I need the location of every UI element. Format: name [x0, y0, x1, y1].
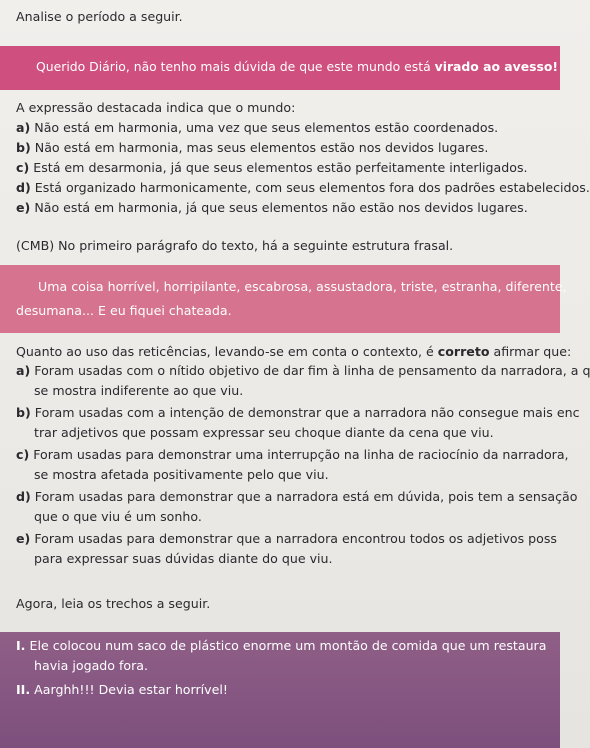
q2-option-c-line1: [16, 447, 569, 463]
option-letter: c): [16, 447, 30, 462]
option-letter: a): [16, 120, 31, 135]
q2-question-prefix: Quanto ao uso das reticências, levando-se em conta o contexto, é: [16, 344, 438, 359]
q1-option-d: [16, 180, 590, 196]
excerpt-text: Aarghh!!! Devia estar horrível!: [34, 682, 228, 697]
q2-option-d-line1: [16, 489, 578, 505]
q1-stem: A expressão destacada indica que o mundo:: [16, 100, 296, 115]
highlight-bold: virado ao avesso!: [434, 59, 559, 74]
option-letter: c): [16, 160, 30, 175]
option-text: Não está em harmonia, mas seus elementos estão nos devidos lugares.: [34, 140, 489, 155]
quote-line-2: desumana... E eu fiquei chateada.: [16, 303, 232, 318]
q1-option-e: [16, 200, 560, 216]
option-letter: b): [16, 140, 31, 155]
q2-option-c-line2: se mostra afetada positivamente pelo que viu.: [34, 467, 329, 482]
option-text: Não está em harmonia, uma vez que seus elementos estão coordenados.: [34, 120, 499, 135]
excerpts-band: [0, 632, 560, 748]
q1-option-a: [16, 120, 560, 136]
option-letter: b): [16, 405, 31, 420]
excerpt-1-line1: [16, 638, 560, 654]
option-text: Foram usadas com a intenção de demonstrar que a narradora não consegue mais enc: [34, 405, 580, 420]
excerpt-number: II.: [16, 682, 31, 697]
q1-option-c: [16, 160, 560, 176]
option-text: Foram usadas com o nítido objetivo de dar fim à linha de pensamento da narradora, a q: [34, 363, 590, 378]
q1-option-b: [16, 140, 560, 156]
highlight-band-1: [0, 46, 560, 90]
q2-option-e-line2: para expressar suas dúvidas diante do que viu.: [34, 551, 333, 566]
option-text: Está em desarmonia, já que seus elementos estão perfeitamente interligados.: [33, 160, 528, 175]
intro-text: Analise o período a seguir.: [16, 9, 183, 24]
option-letter: d): [16, 180, 31, 195]
highlight-prefix: Querido Diário, não tenho mais dúvida de que este mundo está: [36, 59, 435, 74]
option-letter: e): [16, 200, 31, 215]
option-text: Foram usadas para demonstrar que a narradora encontrou todos os adjetivos poss: [34, 531, 557, 546]
option-text: Foram usadas para demonstrar uma interrupção na linha de raciocínio da narradora,: [33, 447, 569, 462]
q2-stem: (CMB) No primeiro parágrafo do texto, há a seguinte estrutura frasal.: [16, 238, 454, 253]
q2-option-a-line1: [16, 363, 590, 379]
q2-option-a-line2: se mostra indiferente ao que viu.: [34, 383, 244, 398]
q2-option-b-line1: [16, 405, 580, 421]
option-letter: d): [16, 489, 31, 504]
highlight-sentence: [36, 59, 560, 75]
excerpt-2-line1: [16, 682, 560, 698]
excerpt-number: I.: [16, 638, 26, 653]
option-text: Não está em harmonia, já que seus elementos não estão nos devidos lugares.: [34, 200, 528, 215]
q2-option-b-line2: trar adjetivos que possam expressar seu choque diante da cena que viu.: [34, 425, 494, 440]
q2-question: [16, 344, 572, 360]
option-text: Está organizado harmonicamente, com seus elementos fora dos padrões estabelecidos.: [34, 180, 590, 195]
q2-question-suffix: afirmar que:: [489, 344, 572, 359]
option-letter: e): [16, 531, 31, 546]
option-letter: a): [16, 363, 31, 378]
excerpt-text: Ele colocou num saco de plástico enorme um montão de comida que um restaura: [29, 638, 547, 653]
option-text: Foram usadas para demonstrar que a narradora está em dúvida, pois tem a sensação: [34, 489, 578, 504]
q2-question-bold: correto: [437, 344, 490, 359]
quote-band: [0, 265, 567, 333]
q2-option-d-line2: que o que viu é um sonho.: [34, 509, 202, 524]
q3-stem: Agora, leia os trechos a seguir.: [16, 596, 211, 611]
q2-option-e-line1: [16, 531, 560, 547]
quote-line-1: Uma coisa horrível, horripilante, escabrosa, assustadora, triste, estranha, diferente,: [38, 279, 567, 294]
excerpt-1-line2: havia jogado fora.: [34, 658, 149, 673]
